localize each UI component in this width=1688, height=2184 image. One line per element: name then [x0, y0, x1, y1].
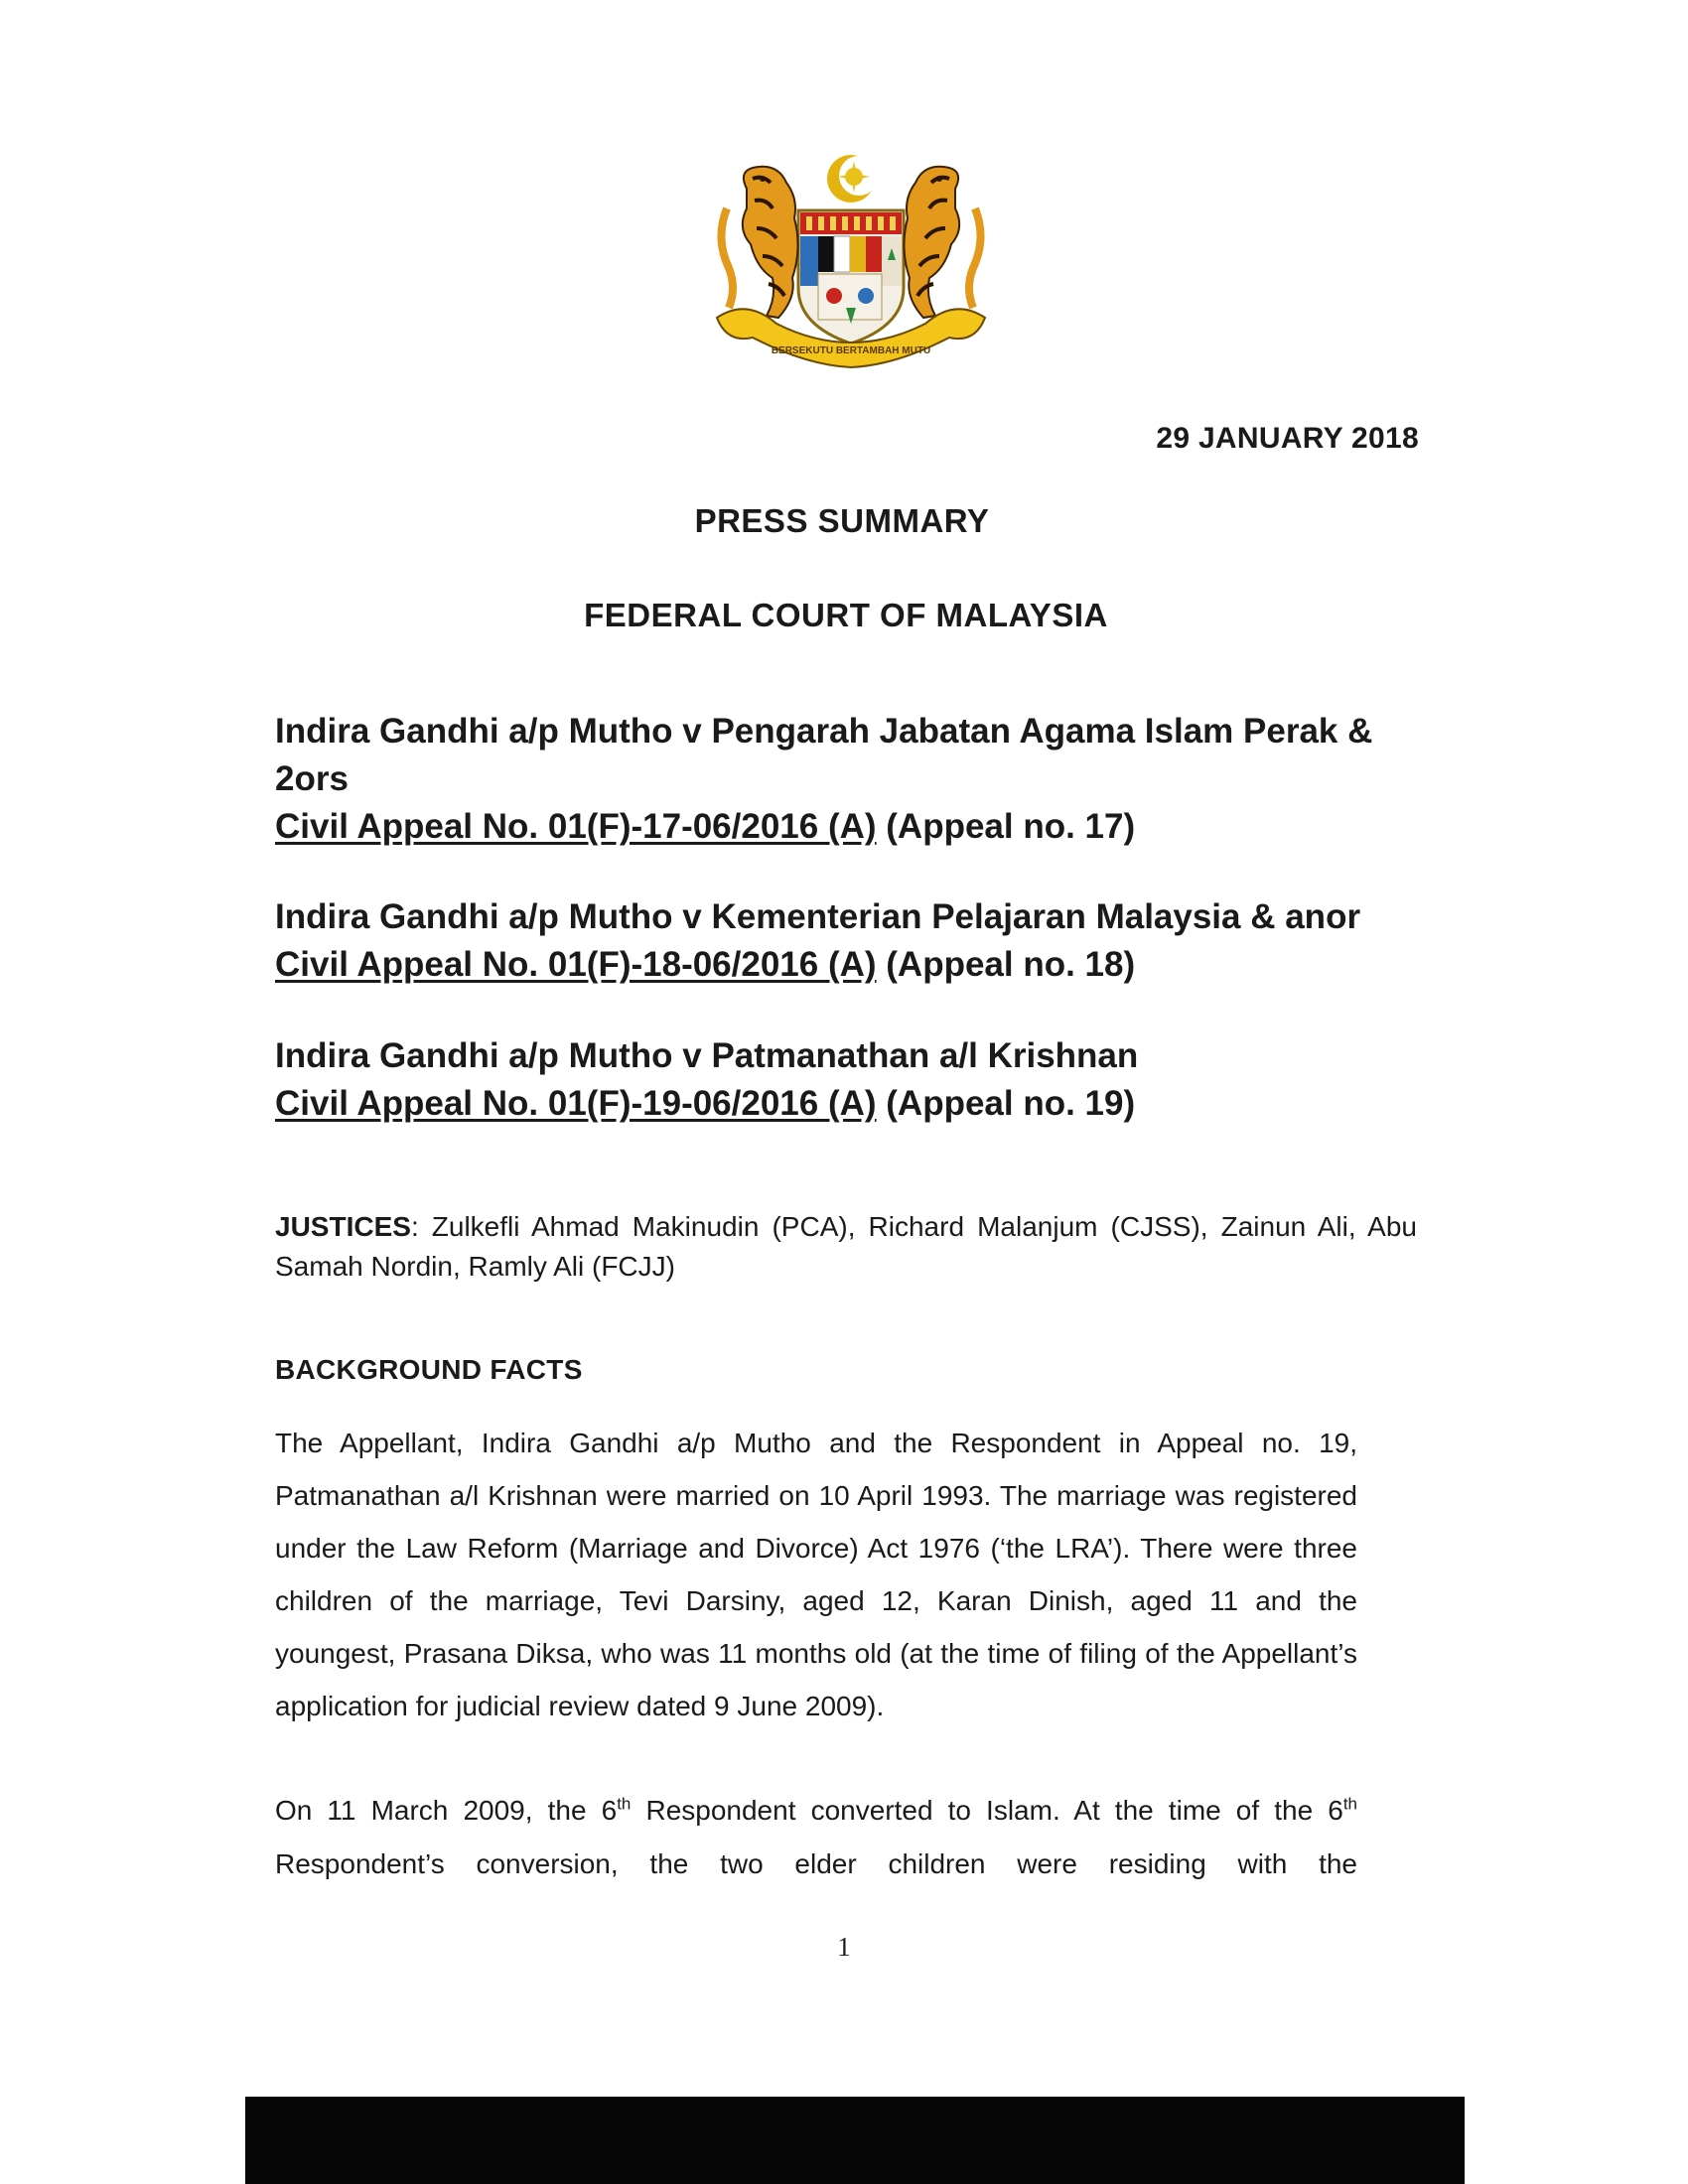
- case-parties: Indira Gandhi a/p Mutho v Pengarah Jabatan Agama Islam Perak & 2ors: [275, 712, 1373, 798]
- paragraph-text: Respondent’s conversion, the two elder children were residing with the: [275, 1848, 1357, 1879]
- case-appeal-number: (Appeal no. 18): [876, 945, 1136, 984]
- bottom-black-bar: [245, 2097, 1465, 2184]
- case-appeal-number: (Appeal no. 19): [876, 1084, 1136, 1123]
- ordinal-superscript: th: [1342, 1794, 1357, 1814]
- case-appeal-line: [275, 1080, 1437, 1128]
- background-paragraph-2: [275, 1784, 1357, 1891]
- case-parties: Indira Gandhi a/p Mutho v Kementerian Pelajaran Malaysia & anor: [275, 897, 1361, 936]
- case-entry-2: [275, 893, 1437, 989]
- justices-label: JUSTICES: [275, 1211, 411, 1242]
- case-parties: Indira Gandhi a/p Mutho v Patmanathan a/l Krishnan: [275, 1036, 1139, 1075]
- case-appeal-reference: Civil Appeal No. 01(F)-19-06/2016 (A): [275, 1084, 877, 1123]
- case-appeal-line: [275, 803, 1437, 851]
- background-facts-heading: BACKGROUND FACTS: [275, 1354, 583, 1385]
- paragraph-text: Respondent converted to Islam. At the time of the 6: [631, 1795, 1343, 1826]
- case-appeal-reference: Civil Appeal No. 01(F)-17-06/2016 (A): [275, 807, 877, 846]
- case-appeal-number: (Appeal no. 17): [876, 807, 1136, 846]
- page-number: 1: [837, 1932, 851, 1962]
- justices-paragraph: [275, 1207, 1417, 1287]
- case-appeal-line: [275, 941, 1437, 989]
- crest-motto-text: BERSEKUTU BERTAMBAH MUTU: [771, 345, 931, 356]
- case-entry-1: [275, 708, 1437, 851]
- case-entry-3: [275, 1032, 1437, 1128]
- press-summary-heading: PRESS SUMMARY: [694, 502, 990, 539]
- case-appeal-reference: Civil Appeal No. 01(F)-18-06/2016 (A): [275, 945, 877, 984]
- coat-of-arms-logo: [707, 149, 995, 377]
- background-paragraph-1: The Appellant, Indira Gandhi a/p Mutho and the Respondent in Appeal no. 19, Patmanathan a/l Krishnan were married on 10 April 1993. The marriage was registered under the Law Reform (Marriage and Divorce) Act 1976 (‘the LRA’). There were three children of the marriage, Tevi Darsiny, aged 12, Karan Dinish, aged 11 and the youngest, Prasana Diksa, who was 11 months old (at the time of filing of the Appellant’s application for judicial review dated 9 June 2009).: [275, 1428, 1357, 1721]
- document-date: 29 JANUARY 2018: [1156, 422, 1419, 455]
- court-name-heading: FEDERAL COURT OF MALAYSIA: [584, 597, 1108, 633]
- justices-list: : Zulkefli Ahmad Makinudin (PCA), Richard Malanjum (CJSS), Zainun Ali, Abu Samah Nordin, Ramly Ali (FCJJ): [275, 1211, 1417, 1282]
- paragraph-text: On 11 March 2009, the 6: [275, 1795, 618, 1826]
- ordinal-superscript: th: [617, 1794, 632, 1814]
